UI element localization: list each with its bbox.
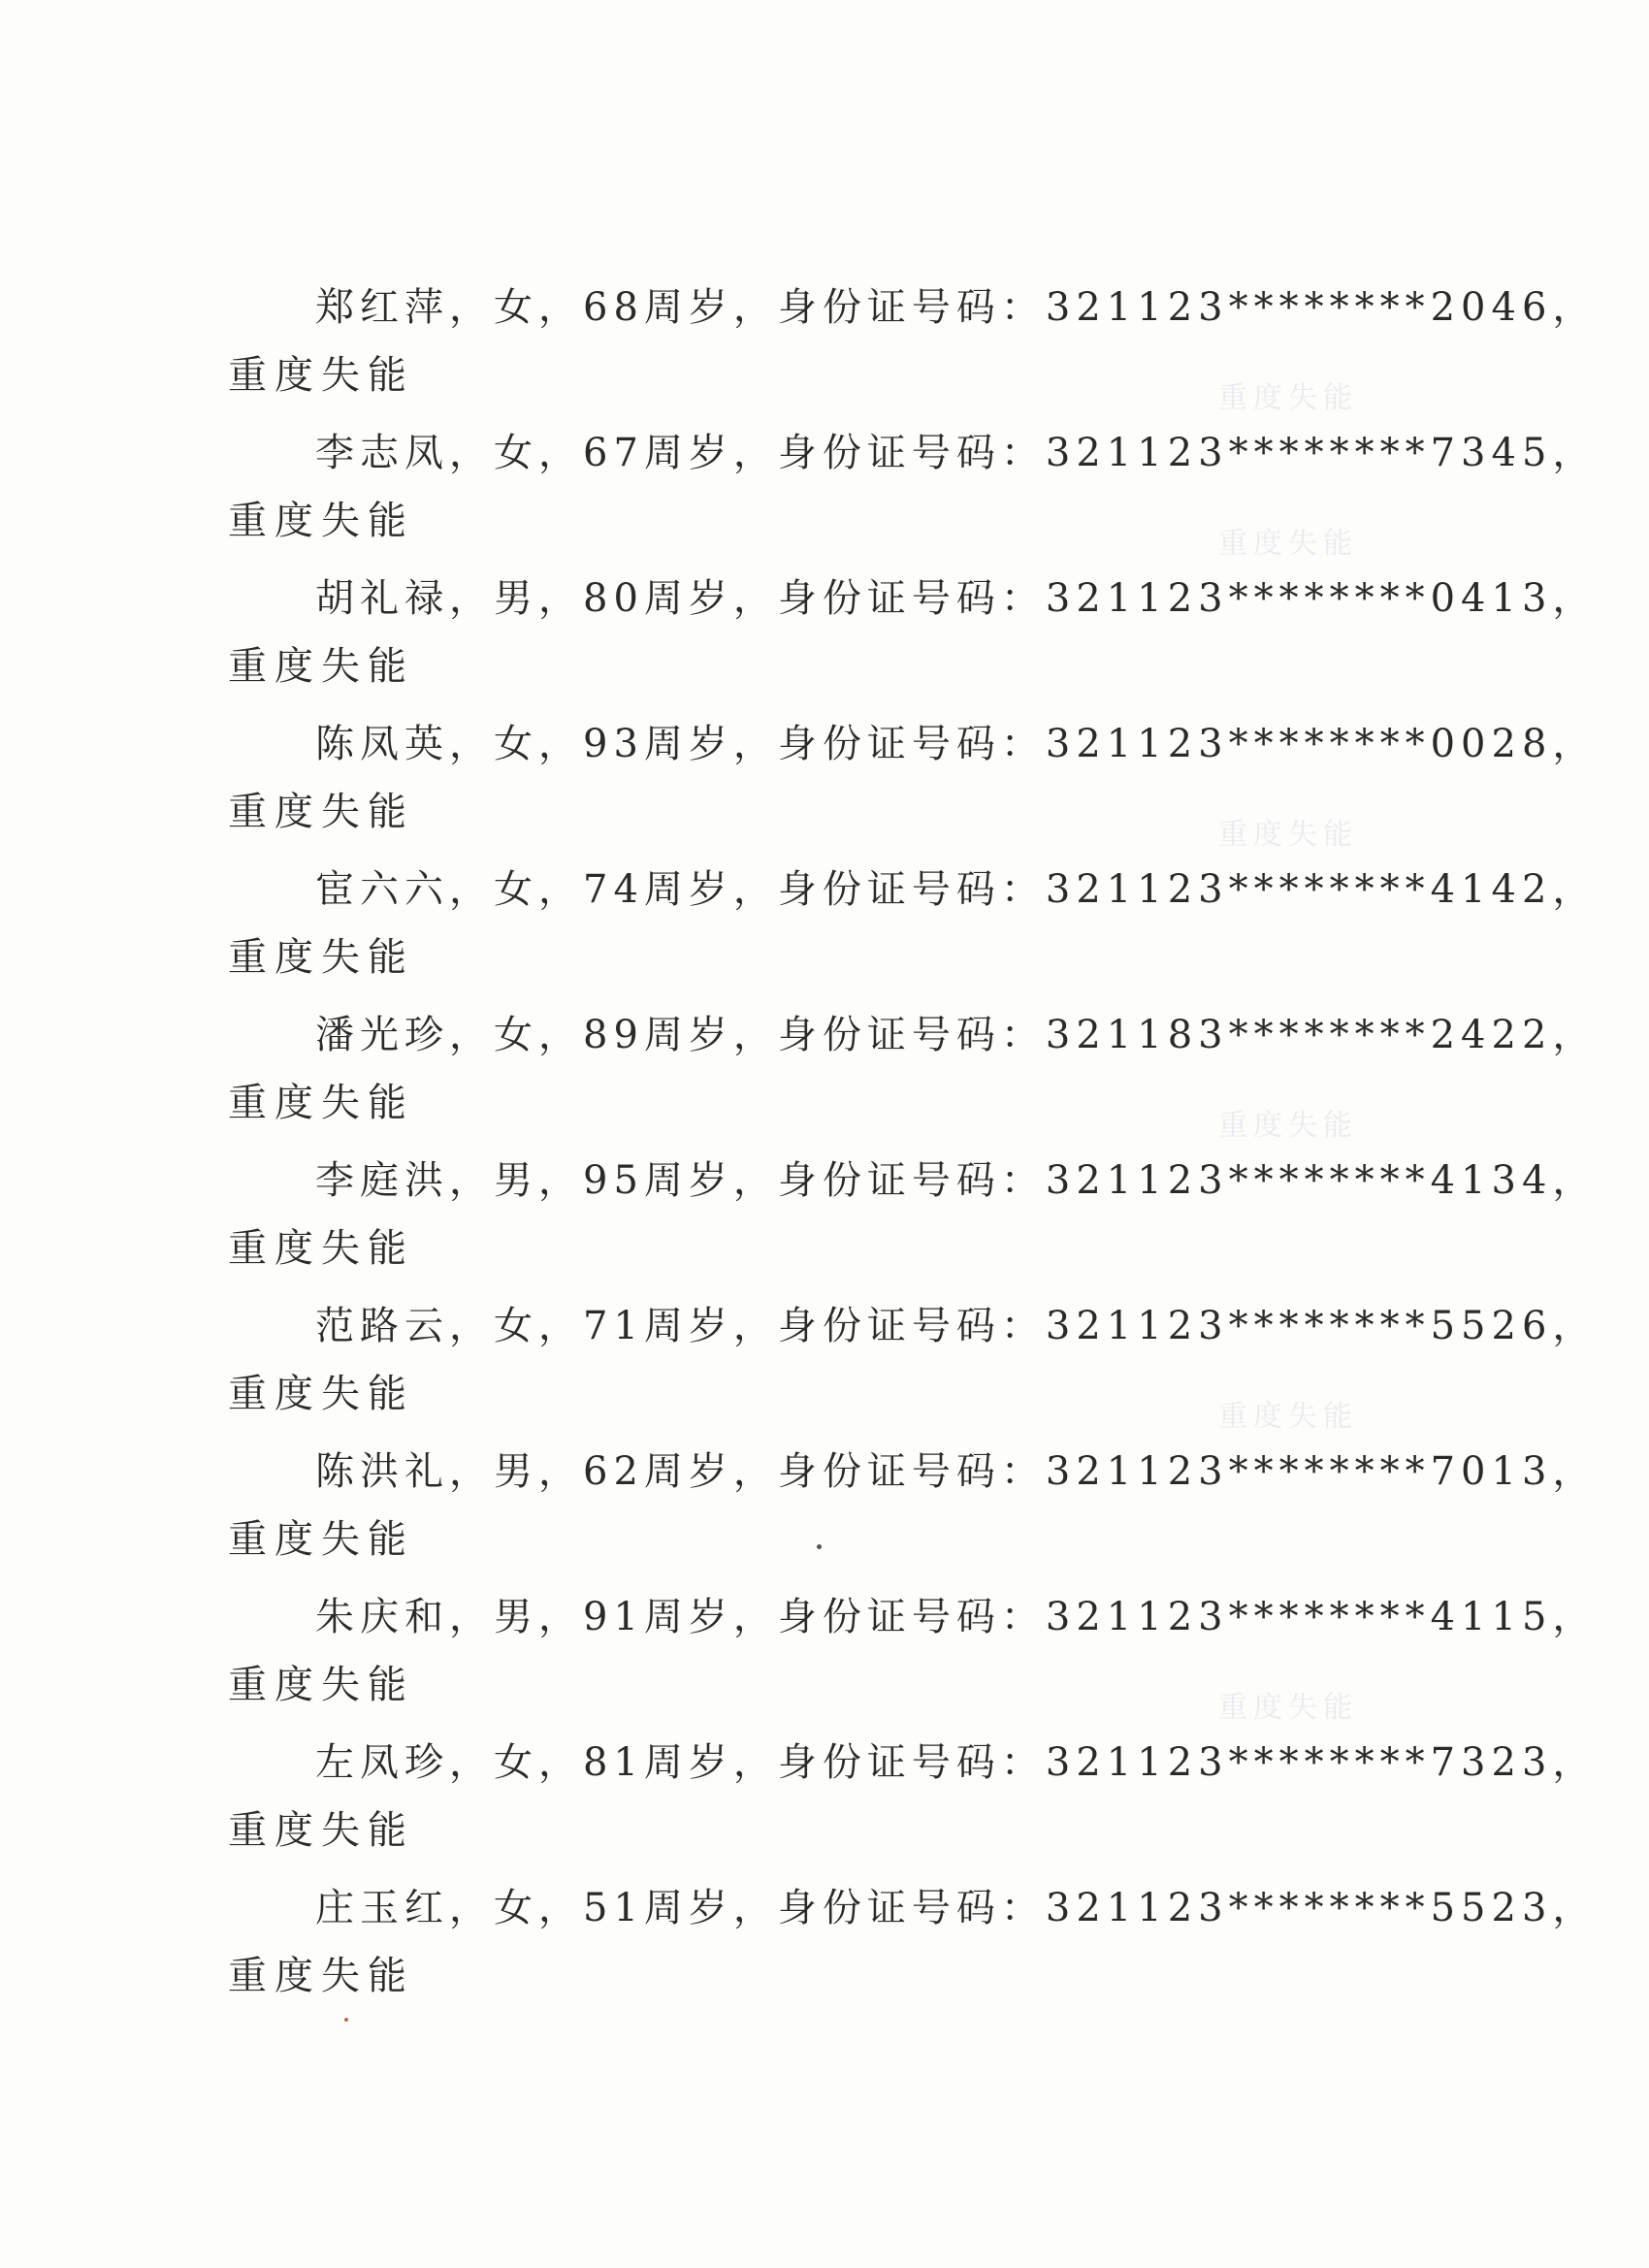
person-record-line: 陈凤英，女，93周岁，身份证号码：321123********0028， <box>315 722 1598 766</box>
disability-level: 重度失能 <box>228 935 414 980</box>
bleed-through-mark: 重度失能 <box>1218 1109 1358 1143</box>
list-item <box>209 1877 1598 2023</box>
disability-level: 重度失能 <box>228 1081 414 1125</box>
person-list <box>209 276 1598 2023</box>
disability-level: 重度失能 <box>228 1954 414 1998</box>
person-record-line: 李志凤，女，67周岁，身份证号码：321123********7345， <box>315 431 1598 475</box>
disability-level: 重度失能 <box>228 1808 414 1853</box>
person-record-line: 潘光珍，女，89周岁，身份证号码：321183********2422， <box>315 1013 1598 1057</box>
list-item <box>209 1586 1598 1732</box>
list-item <box>209 1732 1598 1877</box>
person-record-line: 陈洪礼，男，62周岁，身份证号码：321123********7013， <box>315 1449 1598 1494</box>
list-item <box>209 567 1598 713</box>
person-record-line: 胡礼禄，男，80周岁，身份证号码：321123********0413， <box>315 576 1598 621</box>
bleed-through-mark: 重度失能 <box>1218 818 1358 852</box>
list-item <box>209 713 1598 859</box>
disability-level: 重度失能 <box>228 790 414 834</box>
person-record-line: 左凤珍，女，81周岁，身份证号码：321123********7323， <box>315 1740 1598 1785</box>
list-item <box>209 859 1598 1004</box>
bleed-through-mark: 重度失能 <box>1218 1400 1358 1434</box>
list-item <box>209 276 1598 422</box>
disability-level: 重度失能 <box>228 499 414 543</box>
person-record-line: 李庭洪，男，95周岁，身份证号码：321123********4134， <box>315 1158 1598 1203</box>
disability-level: 重度失能 <box>228 353 414 398</box>
list-item <box>209 1295 1598 1441</box>
disability-level: 重度失能 <box>228 1226 414 1271</box>
person-record-line: 郑红萍，女，68周岁，身份证号码：321123********2046， <box>315 285 1598 330</box>
person-record-line: 庄玉红，女，51周岁，身份证号码：321123********5523， <box>315 1886 1598 1930</box>
person-record-line: 范路云，女，71周岁，身份证号码：321123********5526， <box>315 1304 1598 1348</box>
bleed-through-mark: 重度失能 <box>1218 381 1358 415</box>
list-item <box>209 1150 1598 1295</box>
disability-level: 重度失能 <box>228 1663 414 1707</box>
list-item <box>209 1441 1598 1586</box>
disability-level: 重度失能 <box>228 1372 414 1416</box>
disability-level: 重度失能 <box>228 1517 414 1562</box>
person-record-line: 宦六六，女，74周岁，身份证号码：321123********4142， <box>315 867 1598 912</box>
bleed-through-mark: 重度失能 <box>1218 1691 1358 1725</box>
disability-level: 重度失能 <box>228 644 414 689</box>
bleed-through-mark: 重度失能 <box>1218 527 1358 561</box>
person-record-line: 朱庆和，男，91周岁，身份证号码：321123********4115， <box>315 1595 1598 1639</box>
list-item <box>209 422 1598 567</box>
list-item <box>209 1004 1598 1150</box>
